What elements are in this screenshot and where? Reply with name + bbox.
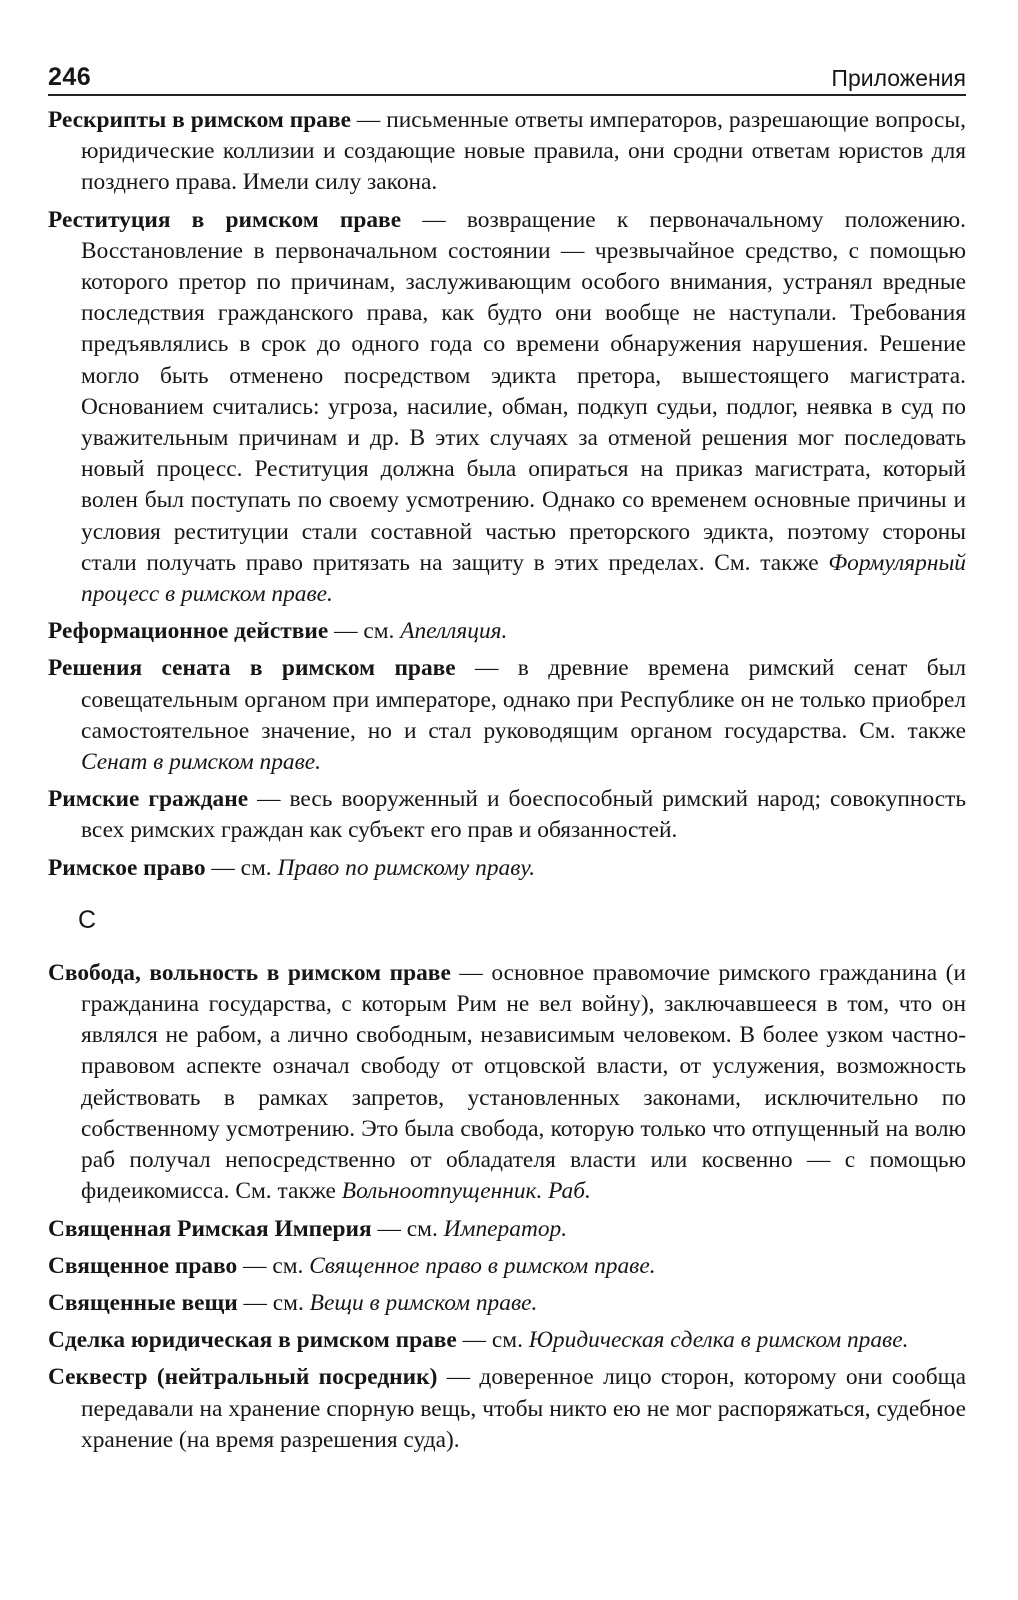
entry-definition: — возвращение к первоначальному положению. Восстановление в первоначальном состоянии — чрезвычайное средство, с помощью которого претор по причинам, заслуживающим особого внимания, устранял вредные последствия гражданского права, как будто они вообще не наступали. Требования предъявлялись в срок до одного года со времени обнаружения нарушения. Решение могло быть отменено посредством эдикта претора, вышестоящего магистрата. Основанием считались: угроза, насилие, обман, подкуп судьи, подлог, неявка в суд по уважительным причинам и др. В этих случаях за отменой решения мог последовать новый процесс. Реституция должна была опираться на приказ магистрата, который волен был поступать по своему усмотрению. Однако со временем основные причины и условия реституции стали составной частью преторского эдикта, поэтому стороны стали получать право притязать на защиту в этих пределах. См. также bbox=[81, 206, 966, 576]
entry-term: Реформационное действие bbox=[48, 618, 329, 645]
cross-reference: Вещи в римском праве bbox=[309, 1289, 532, 1316]
glossary-entry bbox=[48, 1251, 966, 1282]
cross-reference-end: . bbox=[902, 1327, 909, 1354]
cross-reference: Сенат в римском праве bbox=[81, 749, 316, 776]
entry-term: Рескрипты в римском праве bbox=[48, 107, 351, 133]
glossary-entry bbox=[48, 1325, 966, 1356]
glossary-entry bbox=[48, 105, 966, 199]
glossary-entry bbox=[48, 205, 966, 611]
entry-term: Сделка юридическая в римском праве bbox=[48, 1327, 457, 1354]
entry-definition: — в древние времена римский сенат был совещательным органом при императоре, однако при Республике он не только приобрел самостоятельное значение, но и стал руководящим органом государства. См. также bbox=[81, 655, 966, 744]
entry-term: Свобода, вольность в римском праве bbox=[48, 959, 451, 986]
cross-reference: Юридическая сделка в римском праве bbox=[528, 1327, 903, 1354]
cross-reference: Священное право в римском праве bbox=[309, 1252, 650, 1279]
glossary-entry bbox=[48, 958, 966, 1208]
entry-term: Римские граждане bbox=[48, 786, 249, 813]
glossary-entry bbox=[48, 653, 966, 778]
cross-reference-end: . bbox=[561, 1215, 568, 1242]
cross-reference-end: . bbox=[315, 749, 321, 776]
entry-definition: — см. bbox=[456, 1327, 529, 1354]
cross-reference-end: . bbox=[327, 581, 333, 608]
glossary-entry bbox=[48, 1214, 966, 1245]
glossary-entry bbox=[48, 853, 966, 884]
entry-term: Реституция в римском праве bbox=[48, 206, 402, 233]
cross-reference-end: . bbox=[531, 1289, 538, 1316]
entry-definition: — см. bbox=[205, 854, 278, 881]
glossary-entries bbox=[48, 105, 966, 1456]
entry-definition: — доверенное лицо сторон, которому они сообща передавали на хранение спорную вещь, чтобы никто ею не мог распоряжаться, судебное хранение (на время разрешения суда). bbox=[81, 1364, 966, 1453]
glossary-entry bbox=[48, 616, 966, 647]
section-title: Приложения bbox=[831, 65, 966, 91]
entry-definition: — см. bbox=[371, 1215, 444, 1242]
entry-definition: — см. bbox=[237, 1289, 310, 1316]
running-head bbox=[48, 58, 966, 96]
book-page bbox=[48, 58, 966, 1462]
cross-reference: Право по римскому праву bbox=[277, 854, 530, 881]
entry-term: Секвестр (нейтральный посредник) bbox=[48, 1364, 438, 1391]
cross-reference: Апелляция bbox=[400, 618, 502, 645]
cross-reference-end: . bbox=[501, 618, 508, 645]
entry-definition: — см. bbox=[237, 1252, 310, 1279]
entry-definition: — см. bbox=[328, 618, 401, 645]
entry-term: Священная Римская Империя bbox=[48, 1215, 372, 1242]
cross-reference: Формулярный процесс в римском праве bbox=[81, 549, 966, 608]
entry-term: Римское право bbox=[48, 854, 206, 881]
cross-reference: Император bbox=[443, 1215, 562, 1242]
entry-term: Священные вещи bbox=[48, 1289, 238, 1316]
entry-definition: — письменные ответы императоров, разрешающие вопросы, юридические коллизии и создающие новые правила, они сродни ответам юристов для позднего права. Имели силу закона. bbox=[81, 107, 966, 196]
entry-term: Решения сената в римском праве bbox=[48, 655, 456, 682]
entry-term: Священное право bbox=[48, 1252, 238, 1279]
glossary-entry bbox=[48, 1362, 966, 1456]
cross-reference: Вольноотпущенник. Раб bbox=[341, 1178, 586, 1205]
cross-reference-end: . bbox=[649, 1252, 656, 1279]
glossary-entry bbox=[48, 784, 966, 846]
entry-definition: — весь вооруженный и боеспособный римский народ; совокупность всех римских граждан как субъект его прав и обязанностей. bbox=[81, 786, 966, 844]
cross-reference-end: . bbox=[585, 1178, 591, 1205]
letter-heading: С bbox=[78, 905, 97, 934]
glossary-entry bbox=[48, 1288, 966, 1319]
cross-reference-end: . bbox=[529, 854, 536, 881]
page-number: 246 bbox=[48, 63, 92, 91]
entry-definition: — основное правомочие римского гражданина (и гражданина государства, с которым Рим не вел войну), заключавшееся в том, что он являлся не рабом, а лично свободным, независимым человеком. В более узком частно-правовом аспекте означал свободу от отцовской власти, от услужения, возможность действовать в рамках запретов, установленных законами, исключительно по собственному усмотрению. Это была свобода, которую только что отпущенный на волю раб получал непосредственно от обладателя власти или косвенно — с помощью фидеикомисса. См. также bbox=[81, 959, 966, 1205]
